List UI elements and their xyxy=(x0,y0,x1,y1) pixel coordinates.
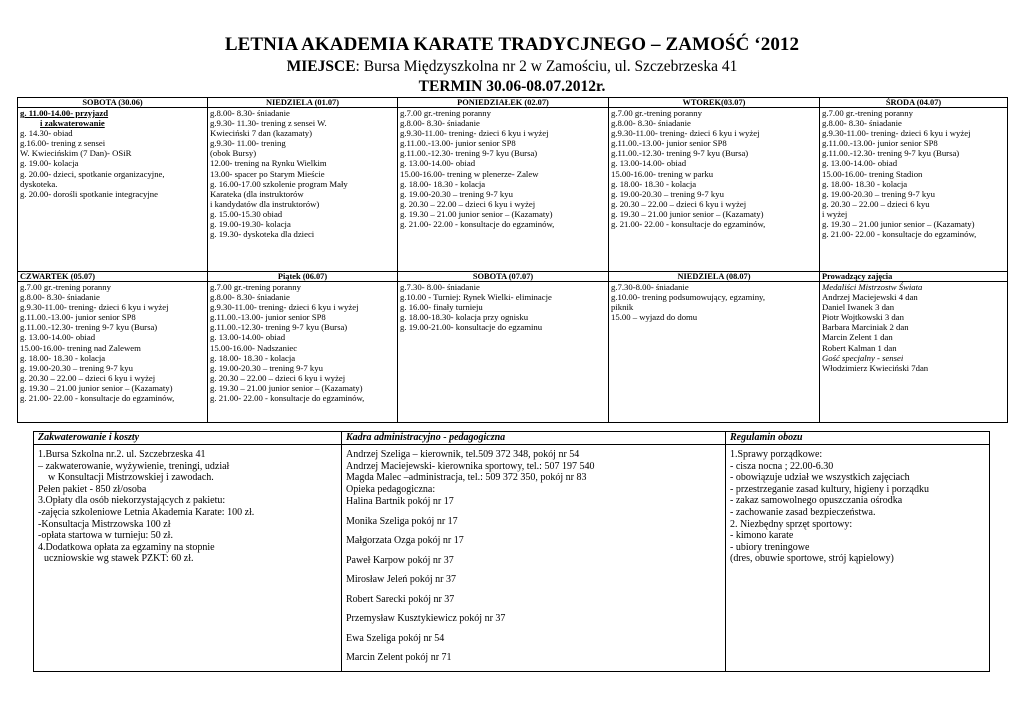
schedule-entry: g. 21.00- 22.00 - konsultacje do egzaminów, xyxy=(210,393,365,404)
day-schedule xyxy=(208,282,398,423)
schedule-entry: g. 14.30- obiad xyxy=(20,128,73,139)
schedule-entry: W. Kwiecińskim (7 Dan)- OSiR xyxy=(20,148,132,159)
schedule-entry: g.11.00.-12.30- trening 9-7 kyu (Bursa) xyxy=(822,148,960,159)
place-value: : Bursa Międzyszkolna nr 2 w Zamościu, ul. Szczebrzeska 41 xyxy=(355,58,738,75)
info-header-row xyxy=(34,432,990,445)
schedule-entry: Robert Kalman 1 dan xyxy=(822,342,897,353)
schedule-entry: 15.00-16.00- trening Stadion xyxy=(822,168,923,179)
schedule-entry: g.9.30- 11.30- trening z sensei W. xyxy=(210,118,327,129)
day-header: SOBOTA (07.07) xyxy=(398,272,609,282)
schedule-entry: g. 19.30 – 21.00 junior senior – (Kazamaty) xyxy=(20,382,173,393)
schedule-entry: g. 20.30 – 22.00 – dzieci 6 kyu i wyżej xyxy=(611,198,747,209)
schedule-entry: g. 20.00- dorośli spotkanie integracyjne xyxy=(20,188,159,199)
schedule-entry: g. 20.30 – 22.00 – dzieci 6 kyu i wyżej xyxy=(400,198,536,209)
schedule-entry: g.7.00 gr.-trening poranny xyxy=(611,108,702,118)
schedule-entry: g. 21.00- 22.00 - konsultacje do egzaminów, xyxy=(400,219,555,230)
schedule-entry: g. 20.30 – 22.00 – dzieci 6 kyu i wyżej xyxy=(210,372,346,383)
schedule-entry: g.8.00- 8.30- śniadanie xyxy=(210,292,290,303)
info-line: - obowiązuje udział we wszystkich zajęciach xyxy=(730,472,910,484)
schedule-header-row-2 xyxy=(18,272,1008,282)
schedule-entry: g. 19.00-20.30 – trening 9-7 kyu xyxy=(822,188,935,199)
schedule-entry: g.10.00- trening podsumowujący, egzaminy, xyxy=(611,292,766,303)
schedule-entry: g.7.00 gr.-trening poranny xyxy=(210,282,301,292)
schedule-entry: g.11.00.-12.30- trening 9-7 kyu (Bursa) xyxy=(611,148,749,159)
schedule-entry: g. 18.00- 18.30 - kolacja xyxy=(611,178,697,189)
info-line: - kimono karate xyxy=(730,530,794,542)
schedule-entry: g.9.30-11.00- trening- dzieci 6 kyu i wyżej xyxy=(210,302,359,313)
schedule-entry: g. 13.00-14.00- obiad xyxy=(611,158,687,169)
schedule-entry: g. 19.00-20.30 – trening 9-7 kyu xyxy=(400,188,513,199)
page-title: LETNIA AKADEMIA KARATE TRADYCJNEGO – ZAMOŚĆ ‘2012 xyxy=(224,34,800,55)
schedule-entry: g. 19.00- kolacja xyxy=(20,158,79,169)
schedule-entry: i kandydatów dla instruktorów) xyxy=(210,198,320,209)
day-header: NIEDZIELA (01.07) xyxy=(208,98,398,108)
info-line: Mirosław Jeleń pokój nr 37 xyxy=(346,574,456,586)
schedule-table xyxy=(17,97,1008,423)
schedule-entry: g. 19.00-20.30 – trening 9-7 kyu xyxy=(611,188,724,199)
schedule-entry: g.11.00.-13.00- junior senior SP8 xyxy=(20,312,136,323)
place-label: MIEJSCE xyxy=(286,58,356,75)
schedule-entry: Włodzimierz Kwieciński 7dan xyxy=(822,362,929,373)
info-section-body xyxy=(342,445,726,672)
schedule-header-row-1 xyxy=(18,98,1008,108)
schedule-entry: Karateka (dla instruktorów xyxy=(210,188,304,199)
schedule-entry: g. 11.00-14.00- przyjazd xyxy=(20,108,109,118)
schedule-entry: i zakwaterowanie xyxy=(40,118,105,129)
schedule-entry: g.11.00.-12.30- trening 9-7 kyu (Bursa) xyxy=(400,148,538,159)
info-line: -Konsultacja Mistrzowska 100 zł xyxy=(38,518,171,530)
schedule-entry: 15.00 – wyjazd do domu xyxy=(611,312,698,323)
schedule-body-row-2 xyxy=(18,282,1008,423)
schedule-entry: g. 15.00-15.30 obiad xyxy=(210,208,283,219)
info-line: w Konsultacji Mistrzowskiej i zawodach. xyxy=(48,472,214,484)
info-section-title: Kadra administracyjno - pedagogiczna xyxy=(342,432,726,445)
schedule-entry: piknik xyxy=(611,302,634,313)
info-section-title: Zakwaterowanie i koszty xyxy=(34,432,342,445)
info-line: Marcin Zelent pokój nr 71 xyxy=(346,652,452,664)
info-line: - cisza nocna ; 22.00-6.30 xyxy=(730,460,834,472)
schedule-body-row-1 xyxy=(18,108,1008,272)
day-header: CZWARTEK (05.07) xyxy=(18,272,208,282)
day-schedule xyxy=(820,282,1008,423)
day-schedule xyxy=(398,108,609,272)
info-section-body xyxy=(726,445,990,672)
schedule-entry: g. 21.00- 22.00 - konsultacje do egzaminów, xyxy=(611,219,766,230)
schedule-entry: g.8.00- 8.30- śniadanie xyxy=(822,118,902,129)
day-header: SOBOTA (30.06) xyxy=(18,98,208,108)
schedule-entry: g.11.00.-12.30- trening 9-7 kyu (Bursa) xyxy=(20,322,158,333)
info-section-body xyxy=(34,445,342,672)
info-line: Magda Malec –administracja, tel.: 509 372 350, pokój nr 83 xyxy=(346,472,587,484)
camp-dates: TERMIN 30.06-08.07.2012r. xyxy=(418,78,606,95)
day-header: PONIEDZIAŁEK (02.07) xyxy=(398,98,609,108)
schedule-entry: g.16.00- trening z sensei xyxy=(20,138,106,149)
schedule-entry: g. 13.00-14.00- obiad xyxy=(400,158,476,169)
schedule-entry: 13.00- spacer po Starym Mieście xyxy=(210,168,325,179)
schedule-entry: g. 18.00- 18.30 - kolacja xyxy=(822,178,908,189)
schedule-entry: g. 18.00-18.30- kolacja przy ognisku xyxy=(400,312,529,323)
schedule-entry: g.9.30-11.00- trening- dzieci 6 kyu i wyżej xyxy=(611,128,760,139)
schedule-entry: g. 19.30 – 21.00 junior senior – (Kazamaty) xyxy=(611,208,764,219)
day-header: Prowadzący zajęcia xyxy=(820,272,1008,282)
schedule-entry: Barbara Marciniak 2 dan xyxy=(822,322,909,333)
info-line: - zachowanie zasad bezpieczeństwa. xyxy=(730,506,876,518)
schedule-entry: g. 16.00-17.00 szkolenie program Mały xyxy=(210,178,348,189)
info-line: Pełen pakiet - 850 zł/osoba xyxy=(38,483,147,495)
schedule-entry: 12.00- trening na Rynku Wielkim xyxy=(210,158,327,169)
schedule-entry: g.9.30- 11.00- trening xyxy=(210,138,286,149)
schedule-entry: dyskoteka. xyxy=(20,178,58,189)
info-line: Małgorzata Ozga pokój nr 17 xyxy=(346,535,464,547)
schedule-entry: g. 18.00- 18.30 - kolacja xyxy=(210,352,296,363)
schedule-entry: g.7.30- 8.00- śniadanie xyxy=(400,282,480,292)
info-line: 4.Dodatkowa opłata za egzaminy na stopnie xyxy=(38,541,215,553)
schedule-entry: g. 20.30 – 22.00 – dzieci 6 kyu xyxy=(822,198,930,209)
schedule-entry: g. 13.00-14.00- obiad xyxy=(20,332,96,343)
schedule-entry: g.7.00 gr.-trening poranny xyxy=(400,108,491,118)
info-line: Robert Sarecki pokój nr 37 xyxy=(346,593,455,605)
schedule-entry: 15.00-16.00- trening w parku xyxy=(611,168,714,179)
info-section-title: Regulamin obozu xyxy=(726,432,990,445)
info-line: Monika Szeliga pokój nr 17 xyxy=(346,515,458,527)
schedule-entry: g. 19.30 – 21.00 junior senior – (Kazamaty) xyxy=(400,208,553,219)
info-line: Halina Bartnik pokój nr 17 xyxy=(346,496,454,508)
day-schedule xyxy=(18,108,208,272)
day-header: ŚRODA (04.07) xyxy=(820,98,1008,108)
day-schedule xyxy=(820,108,1008,272)
info-line: uczniowskie wg stawek PZKT: 60 zł. xyxy=(44,553,194,565)
schedule-entry: g. 13.00-14.00- obiad xyxy=(210,332,286,343)
schedule-entry: g.7.00 gr.-trening poranny xyxy=(20,282,111,292)
schedule-entry: g. 18.00- 18.30 - kolacja xyxy=(20,352,106,363)
info-line: 1.Bursa Szkolna nr.2. ul. Szczebrzeska 41 xyxy=(38,449,206,460)
info-line: 1.Sprawy porządkowe: xyxy=(730,449,823,460)
schedule-entry: (obok Bursy) xyxy=(210,148,257,159)
schedule-entry: 15.00-16.00- trening w plenerze- Zalew xyxy=(400,168,539,179)
schedule-entry: g. 21.00- 22.00 - konsultacje do egzaminów, xyxy=(822,229,977,240)
schedule-entry: g. 19.30 – 21.00 junior senior – (Kazamaty) xyxy=(822,219,975,230)
info-line: – zakwaterowanie, wyżywienie, treningi, udział xyxy=(38,460,230,472)
schedule-entry: g. 20.30 – 22.00 – dzieci 6 kyu i wyżej xyxy=(20,372,156,383)
schedule-entry: g.11.00.-13.00- junior senior SP8 xyxy=(822,138,938,149)
info-line: 2. Niezbędny sprzęt sportowy: xyxy=(730,518,853,530)
schedule-entry: g. 19.30- dyskoteka dla dzieci xyxy=(210,229,315,240)
schedule-entry: g.9.30-11.00- trening- dzieci 6 kyu i wyżej xyxy=(20,302,169,313)
schedule-entry: g. 19.30 – 21.00 junior senior – (Kazamaty) xyxy=(210,382,363,393)
info-line: Przemysław Kusztykiewicz pokój nr 37 xyxy=(346,613,506,625)
schedule-entry: 15.00-16.00- trening nad Zalewem xyxy=(20,342,141,353)
schedule-entry: g. 13.00-14.00- obiad xyxy=(822,158,898,169)
schedule-entry: g. 18.00- 18.30 - kolacja xyxy=(400,178,486,189)
info-line: -opłata startowa w turnieju: 50 zł. xyxy=(38,530,173,542)
info-line: Andrzej Szeliga – kierownik, tel.509 372 348, pokój nr 54 xyxy=(346,449,580,460)
day-header: Piątek (06.07) xyxy=(208,272,398,282)
schedule-entry: Kwieciński 7 dan (kazamaty) xyxy=(210,128,313,139)
schedule-entry: g.8.00- 8.30- śniadanie xyxy=(210,108,290,118)
schedule-entry: g.8.00- 8.30- śniadanie xyxy=(400,118,480,129)
schedule-entry: g. 20.00- dzieci, spotkanie organizacyjne, xyxy=(20,168,165,179)
camp-location xyxy=(0,58,1024,76)
info-line: -zajęcia szkoleniowe Letnia Akademia Karate: 100 zł. xyxy=(38,506,255,518)
schedule-entry: g. 19.00-20.30 – trening 9-7 kyu xyxy=(210,362,323,373)
schedule-entry: 15.00-16.00- Nadszaniec xyxy=(210,342,298,353)
day-schedule xyxy=(609,108,820,272)
info-line: Ewa Szeliga pokój nr 54 xyxy=(346,632,445,644)
schedule-entry: Piotr Wojtkowski 3 dan xyxy=(822,312,904,323)
schedule-entry: g.9.30-11.00- trening- dzieci 6 kyu i wyżej xyxy=(400,128,549,139)
schedule-entry: Andrzej Maciejewski 4 dan xyxy=(822,292,918,303)
schedule-entry: g. 16.00- finały turnieju xyxy=(400,302,483,313)
schedule-entry: g.11.00.-13.00- junior senior SP8 xyxy=(210,312,326,323)
day-schedule xyxy=(609,282,820,423)
info-line: Paweł Karpow pokój nr 37 xyxy=(346,554,454,566)
schedule-entry: g. 21.00- 22.00 - konsultacje do egzaminów, xyxy=(20,393,175,404)
schedule-entry: Medaliści Mistrzostw Świata xyxy=(822,282,923,292)
info-table xyxy=(33,431,990,672)
day-header: WTOREK(03.07) xyxy=(609,98,820,108)
schedule-entry: i wyżej xyxy=(822,208,848,219)
schedule-entry: Gość specjalny - sensei xyxy=(822,352,904,363)
info-line: - ubiory treningowe xyxy=(730,541,810,553)
info-line: (dres, obuwie sportowe, strój kąpielowy) xyxy=(730,553,894,565)
schedule-entry: g. 19.00-20.30 – trening 9-7 kyu xyxy=(20,362,133,373)
schedule-entry: Daniel Iwanek 3 dan xyxy=(822,302,895,313)
schedule-entry: g.11.00.-13.00- junior senior SP8 xyxy=(400,138,516,149)
schedule-entry: g.11.00.-12.30- trening 9-7 kyu (Bursa) xyxy=(210,322,348,333)
schedule-entry: g.9.30-11.00- trening- dzieci 6 kyu i wyżej xyxy=(822,128,971,139)
info-body-row xyxy=(34,445,990,672)
day-schedule xyxy=(18,282,208,423)
day-schedule xyxy=(208,108,398,272)
schedule-entry: g.8.00- 8.30- śniadanie xyxy=(20,292,100,303)
day-schedule xyxy=(398,282,609,423)
schedule-entry: Marcin Zelent 1 dan xyxy=(822,332,893,343)
info-line: Andrzej Maciejewski- kierownika sportowy, tel.: 507 197 540 xyxy=(346,460,595,472)
info-line: 3.Opłaty dla osób niekorzystających z pakietu: xyxy=(38,495,226,507)
info-line: - zakaz samowolnego opuszczania ośrodka xyxy=(730,495,903,507)
schedule-entry: g.8.00- 8.30- śniadanie xyxy=(611,118,691,129)
schedule-entry: g.7.00 gr.-trening poranny xyxy=(822,108,913,118)
schedule-entry: g.7.30-8.00- śniadanie xyxy=(611,282,689,292)
info-line: Opieka pedagogiczna: xyxy=(346,483,436,495)
schedule-entry: g. 19.00-21.00- konsultacje do egzaminu xyxy=(400,322,543,333)
day-header: NIEDZIELA (08.07) xyxy=(609,272,820,282)
schedule-entry: g. 19.00-19.30- kolacja xyxy=(210,219,291,230)
schedule-entry: g.10.00 - Turniej: Rynek Wielki- eliminacje xyxy=(400,292,552,303)
schedule-entry: g.11.00.-13.00- junior senior SP8 xyxy=(611,138,727,149)
info-line: - przestrzeganie zasad kultury, higieny i porządku xyxy=(730,483,929,495)
